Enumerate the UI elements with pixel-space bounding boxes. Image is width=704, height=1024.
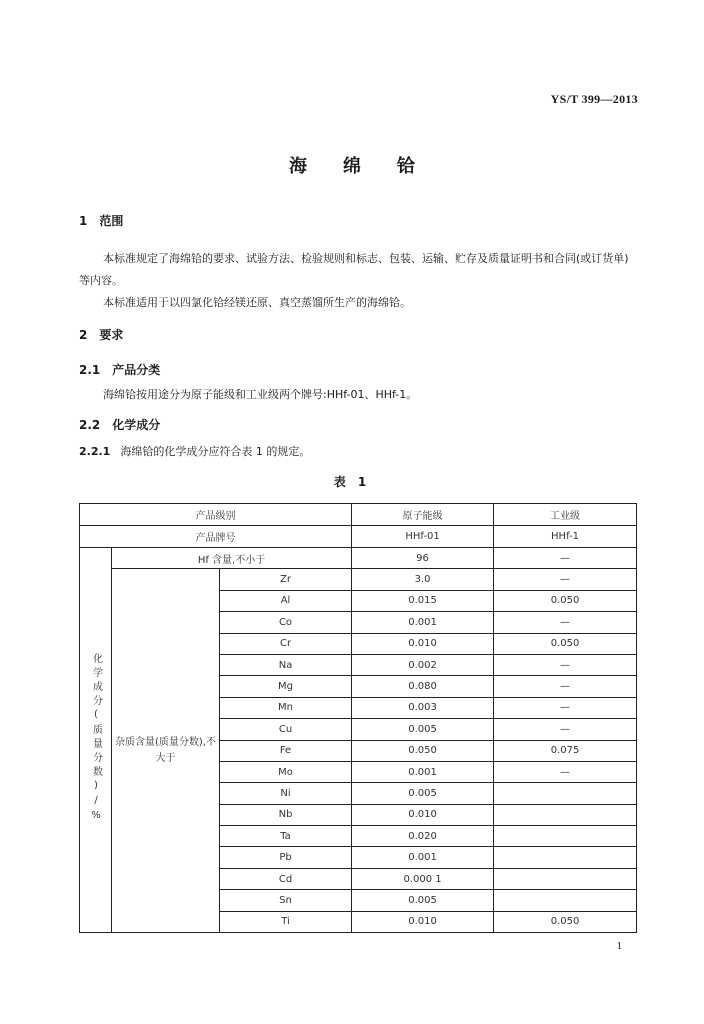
section-2-1-heading <box>79 361 160 378</box>
hf-label-cell: Hf 含量,不小于 <box>112 548 352 569</box>
element-cell: Cr <box>220 633 352 654</box>
side-label: 化学成分(质量分数)/% <box>90 652 102 825</box>
section-title: 化学成分 <box>112 418 161 432</box>
value-cell <box>494 868 637 889</box>
header-cell: 工业级 <box>494 504 637 526</box>
value-cell: — <box>494 761 637 782</box>
value-cell: 0.075 <box>494 740 637 761</box>
element-cell: Nb <box>220 804 352 825</box>
table-row <box>80 569 637 590</box>
paragraph: 海绵铪按用途分为原子能级和工业级两个牌号:HHf-01、HHf-1。 <box>103 388 418 401</box>
value-cell: 0.010 <box>352 911 494 932</box>
table-header-row <box>80 504 637 526</box>
value-cell: 0.050 <box>352 740 494 761</box>
section-number: 1 <box>79 214 88 228</box>
paragraph: 本标准适用于以四氯化铪经镁还原、真空蒸馏所生产的海绵铪。 <box>103 296 411 309</box>
element-cell: Na <box>220 654 352 675</box>
header-cell: HHf-01 <box>352 526 494 548</box>
section-number: 2.2.1 <box>79 445 111 458</box>
side-label-cell <box>80 548 112 933</box>
value-cell: — <box>494 612 637 633</box>
header-cell: HHf-1 <box>494 526 637 548</box>
element-cell: Ti <box>220 911 352 932</box>
section-2-1-body <box>79 384 639 406</box>
section-1-heading <box>79 212 123 229</box>
paragraph: 本标准规定了海绵铪的要求、试验方法、检验规则和标志、包装、运输、贮存及质量证明书和合同(或订货单)等内容。 <box>79 252 629 287</box>
value-cell <box>494 804 637 825</box>
header-cell: 产品牌号 <box>80 526 352 548</box>
section-2-2-1 <box>79 441 639 463</box>
section-number: 2 <box>79 328 88 342</box>
value-cell: 0.000 1 <box>352 868 494 889</box>
document-title: 海绵铪 <box>289 156 451 177</box>
value-cell: 0.015 <box>352 590 494 611</box>
section-title: 要求 <box>99 328 124 342</box>
value-cell: — <box>494 654 637 675</box>
value-cell: 0.010 <box>352 804 494 825</box>
value-cell: 0.003 <box>352 697 494 718</box>
value-cell: 0.001 <box>352 847 494 868</box>
standard-code: YS/T 399—2013 <box>550 92 638 106</box>
element-cell: Fe <box>220 740 352 761</box>
header-cell: 产品级别 <box>80 504 352 526</box>
element-cell: Mg <box>220 676 352 697</box>
chemical-composition-table <box>79 503 637 933</box>
value-cell: — <box>494 548 637 569</box>
element-cell: Cu <box>220 719 352 740</box>
value-cell: — <box>494 569 637 590</box>
section-2-2-heading <box>79 416 160 433</box>
table-row <box>80 548 637 569</box>
value-cell <box>494 783 637 804</box>
element-cell: Al <box>220 590 352 611</box>
value-cell: 3.0 <box>352 569 494 590</box>
value-cell: 0.080 <box>352 676 494 697</box>
section-number: 2.1 <box>79 363 101 377</box>
value-cell: 0.050 <box>494 590 637 611</box>
table-title: 表 1 <box>333 475 371 489</box>
element-cell: Ni <box>220 783 352 804</box>
header-cell: 原子能级 <box>352 504 494 526</box>
element-cell: Mo <box>220 761 352 782</box>
value-cell: 0.002 <box>352 654 494 675</box>
element-cell: Mn <box>220 697 352 718</box>
value-cell <box>494 890 637 911</box>
section-1-body <box>79 248 639 314</box>
value-cell <box>494 826 637 847</box>
element-cell: Pb <box>220 847 352 868</box>
element-cell: Co <box>220 612 352 633</box>
element-cell: Sn <box>220 890 352 911</box>
element-cell: Cd <box>220 868 352 889</box>
section-number: 2.2 <box>79 418 101 432</box>
page-number: 1 <box>616 940 622 952</box>
value-cell: 0.005 <box>352 890 494 911</box>
value-cell: 0.050 <box>494 911 637 932</box>
value-cell: 0.020 <box>352 826 494 847</box>
value-cell: — <box>494 719 637 740</box>
section-2-heading <box>79 326 123 343</box>
element-cell: Zr <box>220 569 352 590</box>
value-cell: 96 <box>352 548 494 569</box>
section-title: 产品分类 <box>112 363 161 377</box>
value-cell: — <box>494 697 637 718</box>
impurity-label-cell: 杂质含量(质量分数),不大于 <box>112 569 220 933</box>
value-cell <box>494 847 637 868</box>
paragraph: 海绵铪的化学成分应符合表 1 的规定。 <box>120 445 311 458</box>
table-header-row <box>80 526 637 548</box>
section-title: 范围 <box>99 214 124 228</box>
value-cell: 0.005 <box>352 783 494 804</box>
value-cell: 0.001 <box>352 612 494 633</box>
value-cell: 0.050 <box>494 633 637 654</box>
value-cell: 0.001 <box>352 761 494 782</box>
element-cell: Ta <box>220 826 352 847</box>
value-cell: — <box>494 676 637 697</box>
value-cell: 0.010 <box>352 633 494 654</box>
value-cell: 0.005 <box>352 719 494 740</box>
